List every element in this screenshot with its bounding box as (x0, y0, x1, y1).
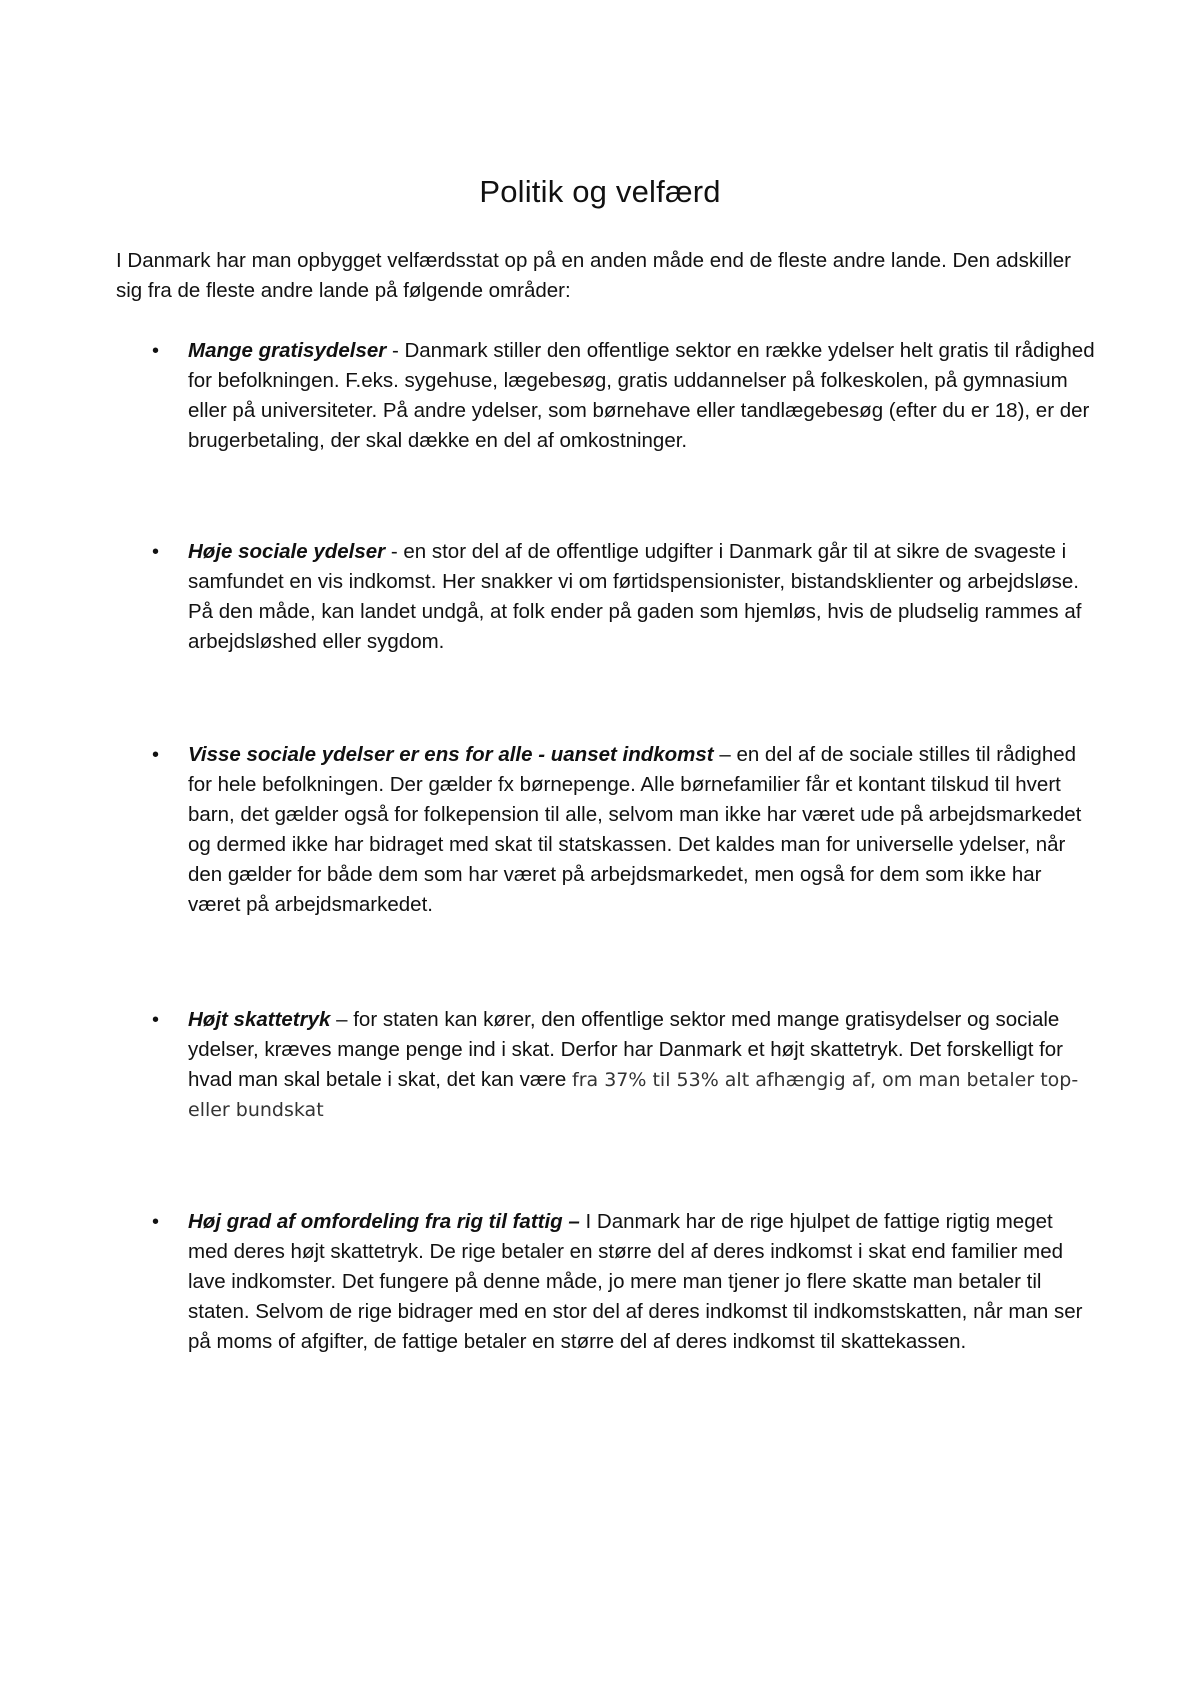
bullet-term: Højt skattetryk (188, 1008, 331, 1031)
document-title: Politik og velfærd (479, 174, 721, 209)
bullet-text (188, 1207, 1098, 1357)
bullet-separator: - (385, 540, 404, 563)
bullet-term: Høj grad af omfordeling fra rig til fattig – (188, 1210, 580, 1233)
bullet-separator: – (713, 743, 737, 766)
bullet-body: Danmark stiller den offentlige sektor en række ydelser helt gratis til rådighed for befolkningen. F.eks. sygehuse, lægebesøg, gratis uddannelser på folkeskolen, på gymnasium eller på universiteter. På andre ydelser, som børnehave eller tandlægebesøg (efter du er 18), er der brugerbetaling, der skal dække en del af omkostninger. (188, 339, 1095, 452)
bullet-text (188, 740, 1098, 920)
bullet-term: Mange gratisydelser (188, 339, 387, 362)
bullet-icon: • (152, 744, 160, 766)
bullet-term: Høje sociale ydelser (188, 540, 386, 563)
bullet-icon: • (152, 1009, 160, 1031)
bullet-body: en del af de sociale stilles til rådighed for hele befolkningen. Der gælder fx børnepenge. Alle børnefamilier får et kontant tilskud til hvert barn, det gælder også for folkepension til alle, selvom man ikke har været ude på arbejdsmarkedet og dermed ikke har bidraget med skat til statskassen. Det kaldes man for universelle ydelser, når den gælder for både dem som har været på arbejdsmarkedet, men også for dem som ikke har været på arbejdsmarkedet. (188, 743, 1082, 916)
bullet-text (188, 336, 1098, 456)
bullet-body: en stor del af de offentlige udgifter i Danmark går til at sikre de svageste i samfundet en vis indkomst. Her snakker vi om førtidspensionister, bistandsklienter og arbejdsløse. På den måde, kan landet undgå, at folk ender på gaden som hjemløs, hvis de pludselig rammes af arbejdsløshed eller sygdom. (188, 540, 1082, 653)
intro-paragraph: I Danmark har man opbygget velfærdsstat op på en anden måde end de fleste andre lande. Den adskiller sig fra de fleste andre lande på følgende områder: (116, 249, 1071, 302)
bullet-text (188, 1005, 1098, 1125)
bullet-separator: - (386, 339, 405, 362)
bullet-body: I Danmark har de rige hjulpet de fattige rigtig meget med deres højt skattetryk. De rige betaler en større del af deres indkomst i skat end familier med lave indkomster. Det fungere på denne måde, jo mere man tjener jo flere skatte man betaler til staten. Selvom de rige bidrager med en stor del af deres indkomst til indkomstskatten, når man ser på moms of afgifter, de fattige betaler en større del af deres indkomst til skattekassen. (188, 1210, 1083, 1353)
bullet-separator: – (330, 1008, 354, 1031)
bullet-term: Visse sociale ydelser er ens for alle - uanset indkomst (188, 743, 714, 766)
bullet-body-extra: fra 37% til 53% alt afhængig af, om man betaler top- eller bundskat (188, 1069, 1079, 1121)
bullet-icon: • (152, 340, 160, 362)
bullet-text (188, 537, 1098, 657)
bullet-icon: • (152, 541, 160, 563)
bullet-body: for staten kan kører, den offentlige sektor med mange gratisydelser og sociale ydelser, kræves mange penge ind i skat. Derfor har Danmark et højt skattetryk. Det forskelligt for hvad man skal betale i skat, det kan være (188, 1008, 1064, 1091)
bullet-icon: • (152, 1211, 160, 1233)
